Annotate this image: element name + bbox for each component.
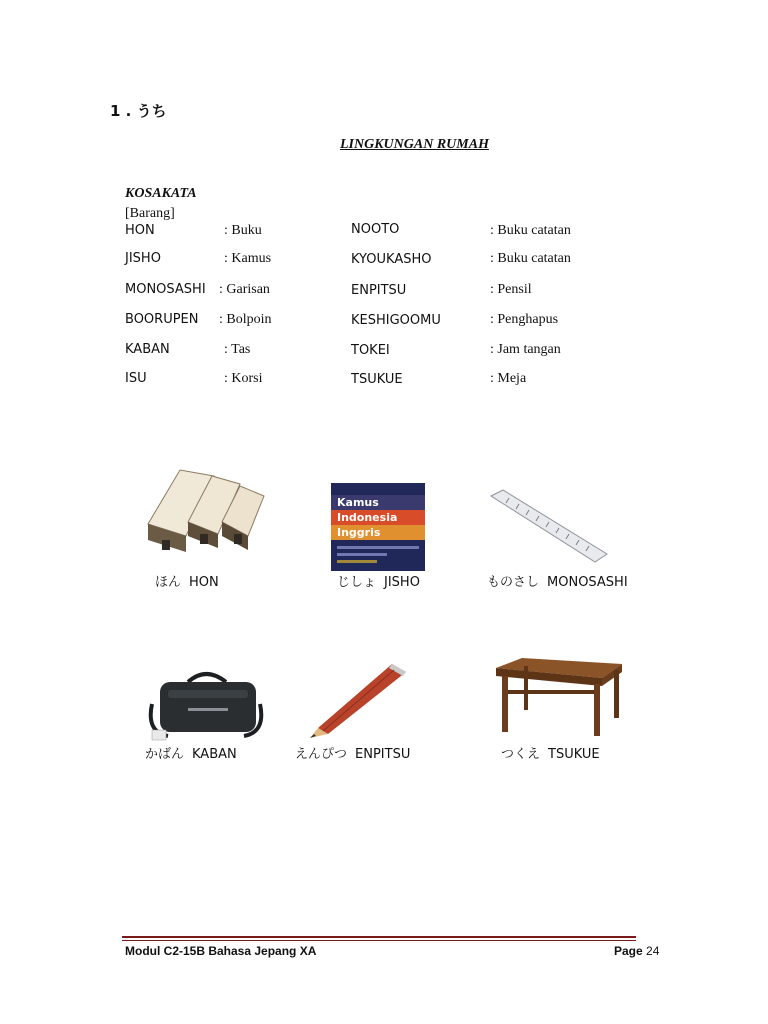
- vocab-meaning: : Buku catatan: [490, 223, 571, 238]
- vocab-meaning: : Pensil: [490, 282, 532, 297]
- bag-image: [148, 664, 264, 742]
- caption-hon: [155, 571, 219, 590]
- vocabulary-heading: KOSAKATA: [125, 186, 197, 201]
- vocab-word: KESHIGOOMU: [351, 313, 441, 328]
- vocab-meaning: : Korsi: [224, 371, 263, 386]
- caption-romaji: TSUKUE: [548, 747, 600, 762]
- dictionary-image: [331, 483, 425, 571]
- footer-page: [614, 944, 659, 958]
- dictionary-title-line1: Kamus: [331, 495, 425, 510]
- vocab-word: ISU: [125, 371, 147, 386]
- vocab-meaning: : Meja: [490, 371, 527, 386]
- caption-romaji: KABAN: [192, 747, 237, 762]
- caption-kana: じしょ: [337, 575, 377, 590]
- footer-module-name: Modul C2-15B Bahasa Jepang XA: [125, 944, 317, 958]
- caption-kana: ほん: [155, 575, 182, 590]
- caption-romaji: MONOSASHI: [547, 575, 628, 590]
- vocab-meaning: : Kamus: [224, 251, 272, 266]
- vocab-word: NOOTO: [351, 222, 400, 237]
- vocab-word: JISHO: [125, 251, 161, 266]
- vocab-word: ENPITSU: [351, 283, 407, 298]
- vocab-meaning: : Penghapus: [490, 312, 559, 327]
- section-heading: [110, 100, 167, 121]
- vocabulary-category: [Barang]: [125, 206, 175, 221]
- caption-kana: えんぴつ: [295, 747, 348, 762]
- vocab-word: HON: [125, 223, 155, 238]
- vocab-word: BOORUPEN: [125, 312, 199, 327]
- vocab-word: KABAN: [125, 342, 170, 357]
- footer-page-number: 24: [646, 944, 660, 958]
- footer-rule-thin: [122, 940, 636, 941]
- desk-image: [494, 656, 624, 738]
- caption-kana: かばん: [145, 747, 185, 762]
- caption-monosashi: [487, 571, 628, 590]
- pencil-image: [306, 662, 410, 740]
- caption-kaban: [145, 743, 237, 762]
- caption-romaji: ENPITSU: [355, 747, 411, 762]
- caption-kana: つくえ: [501, 747, 541, 762]
- caption-enpitsu: [295, 743, 410, 762]
- caption-romaji: JISHO: [384, 575, 420, 590]
- footer-rule: [122, 936, 636, 938]
- vocab-word: MONOSASHI: [125, 282, 206, 297]
- section-number: 1 .: [110, 102, 132, 120]
- vocab-meaning: : Bolpoin: [219, 312, 272, 327]
- dictionary-title-line3: Inggris: [331, 525, 425, 540]
- page-title: LINGKUNGAN RUMAH: [340, 137, 489, 152]
- ruler-image: [487, 488, 611, 568]
- caption-kana: ものさし: [487, 575, 540, 590]
- caption-jisho: [337, 571, 420, 590]
- footer-page-label: Page: [614, 944, 643, 958]
- vocab-word: KYOUKASHO: [351, 252, 432, 267]
- vocab-meaning: : Jam tangan: [490, 342, 561, 357]
- section-title-kana: うち: [136, 102, 167, 120]
- vocab-meaning: : Buku catatan: [490, 251, 571, 266]
- caption-tsukue: [501, 743, 600, 762]
- caption-romaji: HON: [189, 575, 219, 590]
- vocab-word: TSUKUE: [351, 372, 403, 387]
- vocab-meaning: : Garisan: [219, 282, 270, 297]
- vocab-meaning: : Tas: [224, 342, 251, 357]
- vocab-meaning: : Buku: [224, 223, 262, 238]
- books-image: [140, 462, 270, 572]
- vocab-word: TOKEI: [351, 343, 390, 358]
- dictionary-title-line2: Indonesia: [331, 510, 425, 525]
